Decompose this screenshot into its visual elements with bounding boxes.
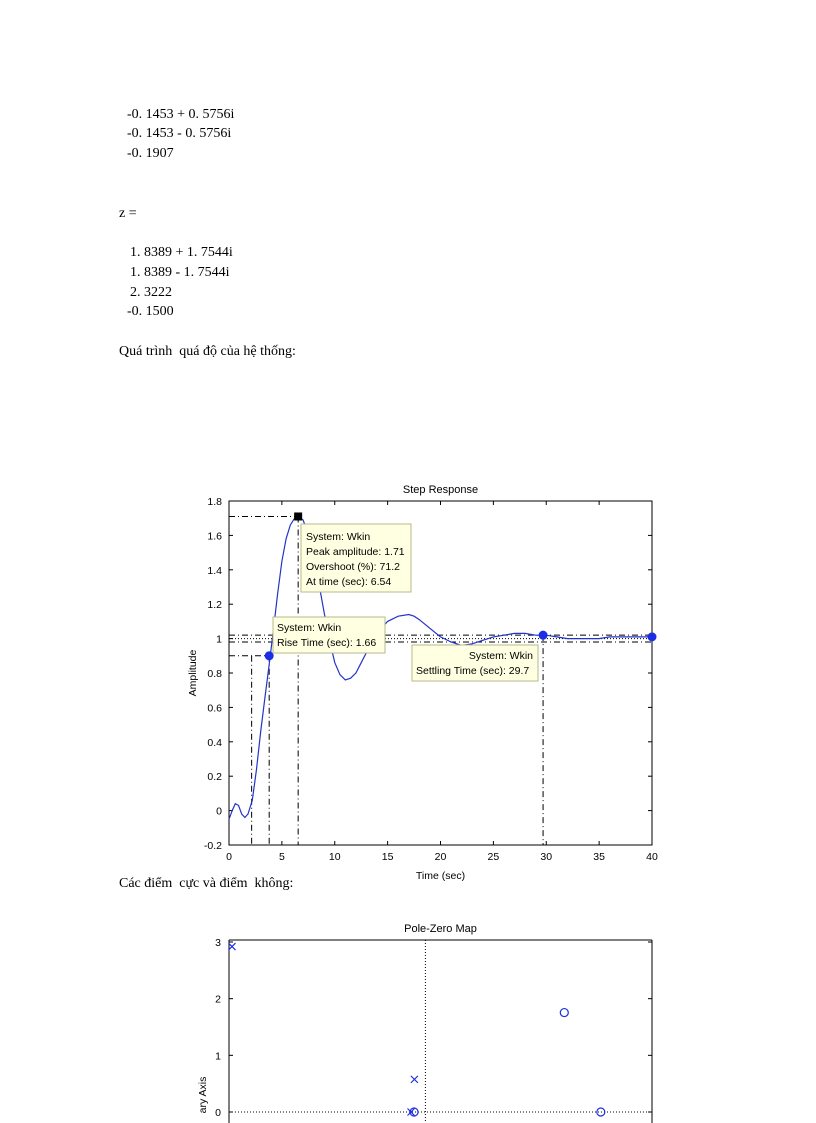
step-x-tick-label: 20 xyxy=(434,851,447,863)
pz-y-tick-label: 0 xyxy=(215,1107,221,1119)
datatip-rise[interactable] xyxy=(273,617,385,653)
step-y-tick-label: 0.8 xyxy=(207,668,222,680)
step-y-tick-label: 1.8 xyxy=(207,496,222,508)
pz-markers xyxy=(229,943,605,1116)
step-y-tick-label: 1.4 xyxy=(207,564,222,577)
pole-line-2: -0. 1453 - 0. 5756i xyxy=(127,126,232,141)
step-x-tick-label: 40 xyxy=(646,851,658,863)
zeros-label: z = xyxy=(119,206,137,221)
zero-marker xyxy=(560,1009,568,1017)
pole-line-3: -0. 1907 xyxy=(127,146,174,161)
datatip-peak[interactable] xyxy=(301,524,411,592)
pz-y-tick-label: 1 xyxy=(215,1050,221,1063)
zero-line-4: -0. 1500 xyxy=(127,304,174,319)
step-y-tick-label: 1.6 xyxy=(207,530,222,543)
pz-chart-title: Pole-Zero Map xyxy=(404,923,477,935)
pole-marker xyxy=(229,943,236,950)
step-x-axis-label: Time (sec) xyxy=(415,870,466,882)
step-y-axis-label: Amplitude xyxy=(187,649,199,697)
pole-line-1: -0. 1453 + 0. 5756i xyxy=(127,107,235,122)
step-y-tick-label: 0 xyxy=(216,805,222,818)
step-x-tick-label: 35 xyxy=(593,851,605,863)
datatip-settling-line-1: System: Wkin xyxy=(468,650,533,662)
step-x-tick-label: 5 xyxy=(278,851,285,863)
pz-y-tick-label: 3 xyxy=(215,937,221,949)
datatip-rise-line-1: System: Wkin xyxy=(277,622,342,634)
pz-caption: Các điểm cực và điểm không: xyxy=(119,876,294,891)
step-y-tick-label: -0.2 xyxy=(203,840,222,852)
zero-line-3: 2. 3222 xyxy=(130,285,172,300)
datatip-settling-line-2: Settling Time (sec): 29.7 xyxy=(416,665,530,677)
datatip-peak-line-1: System: Wkin xyxy=(306,531,371,543)
pz-plot-area xyxy=(229,940,652,1123)
step-y-tick-label: 1.2 xyxy=(207,599,222,612)
pz-axes-ticks xyxy=(215,937,652,1119)
step-x-tick-label: 15 xyxy=(381,851,394,863)
datatip-marker xyxy=(648,632,657,641)
pole-marker xyxy=(411,1076,418,1083)
datatip-settling[interactable] xyxy=(412,645,538,681)
step-y-tick-label: 0.6 xyxy=(207,702,222,715)
step-y-tick-label: 0.4 xyxy=(207,736,222,749)
step-x-tick-label: 25 xyxy=(487,851,500,863)
step-x-tick-label: 30 xyxy=(540,851,553,863)
datatip-peak-line-4: At time (sec): 6.54 xyxy=(306,576,392,588)
datatip-peak-line-2: Peak amplitude: 1.71 xyxy=(306,546,405,558)
zero-line-1: 1. 8389 + 1. 7544i xyxy=(130,245,233,260)
pz-y-axis-label: ary Axis xyxy=(197,1076,209,1114)
step-caption: Quá trình quá độ của hệ thống: xyxy=(119,344,296,359)
step-x-tick-label: 0 xyxy=(226,851,232,863)
step-y-tick-label: 0.2 xyxy=(207,771,222,784)
datatip-rise-line-2: Rise Time (sec): 1.66 xyxy=(277,637,377,649)
datatip-marker xyxy=(539,631,548,640)
datatip-marker xyxy=(265,651,274,660)
pz-y-tick-label: 2 xyxy=(215,993,221,1006)
peak-marker xyxy=(294,512,302,520)
step-y-tick-label: 1 xyxy=(216,633,222,646)
pz-reference-lines xyxy=(229,940,652,1123)
step-chart-title: Step Response xyxy=(402,484,479,496)
step-x-tick-label: 10 xyxy=(328,851,341,863)
datatip-peak-line-3: Overshoot (%): 71.2 xyxy=(306,561,400,573)
zero-line-2: 1. 8389 - 1. 7544i xyxy=(130,265,230,280)
